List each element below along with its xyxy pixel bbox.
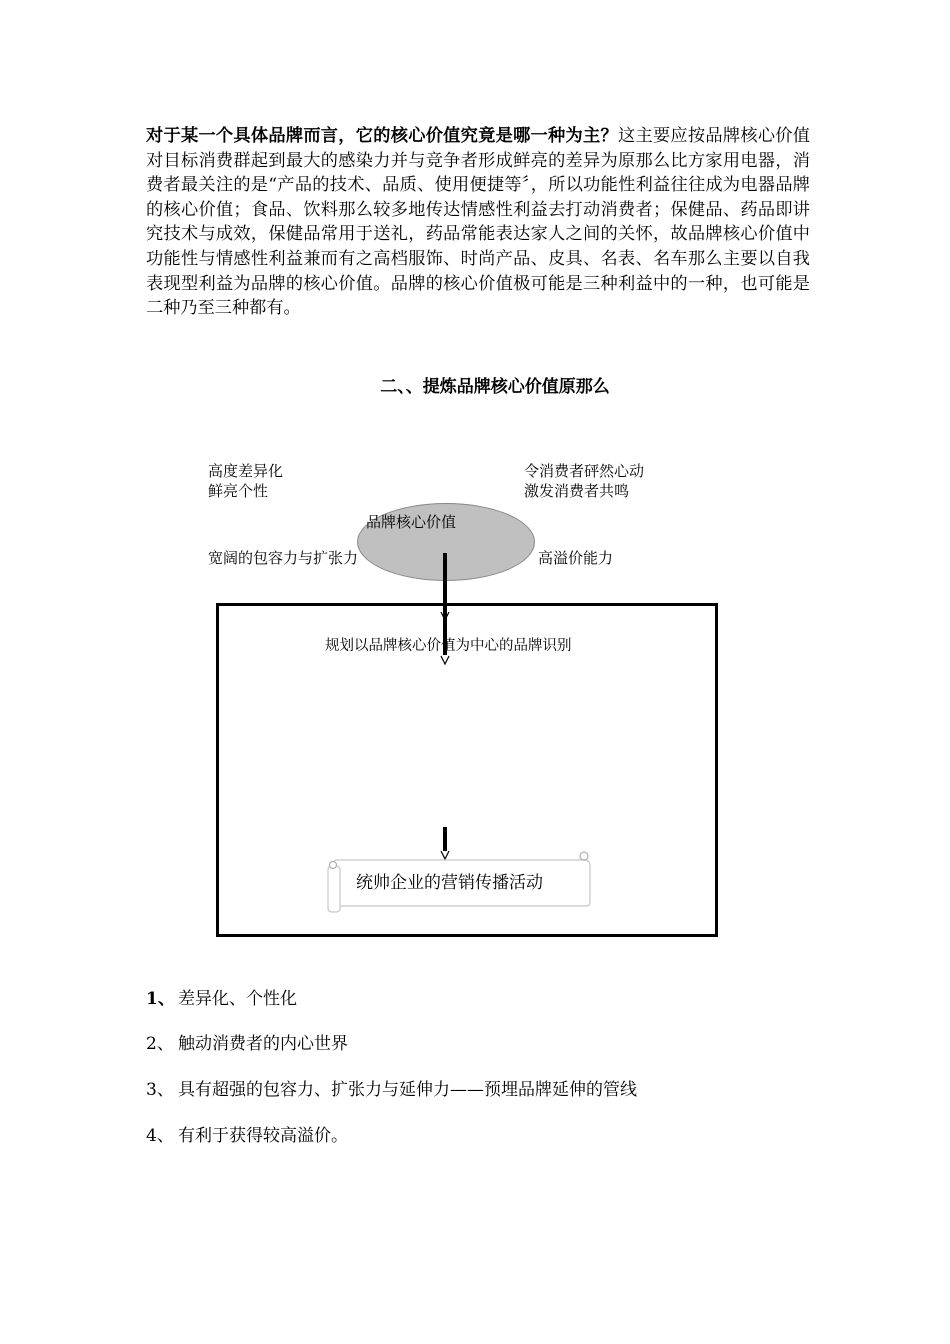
label-top-right-line2: 激发消费者共鸣 (524, 482, 630, 500)
intro-body: 这主要应按品牌核心价值对目标消费群起到最大的感染力并与竞争者形成鲜亮的差异为原那么比方家用电器，消费者最关注的是“产品的技术、品质、使用便捷等〞，所以功能性利益往往成为电器品牌的核心价值；食品、饮料那么较多地传达情感性利益去打动消费者；保健品、药品即讲究技术与成效，保健品常用于送礼，药品常能表达家人之间的关怀，故品牌核心价值中功能性与情感性利益兼而有之高档服饰、时尚产品、皮具、名表、名车那么主要以自我表现型利益为品牌的核心价值。品牌的核心价值极可能是三种利益中的一种，也可能是二种乃至三种都有。 (146, 126, 810, 319)
list-item (146, 1029, 348, 1054)
list-item-number: 1、 (146, 989, 175, 1009)
list-item-text: 有利于获得较高溢价。 (178, 1126, 348, 1146)
list-item-number: 2、 (146, 1034, 174, 1054)
list-item (146, 1075, 637, 1100)
intro-question: 对于某一个具体品牌而言，它的核心价值究竟是哪一种为主？ (146, 126, 618, 146)
list-item-number: 3、 (146, 1080, 174, 1100)
label-bottom-right: 高溢价能力 (538, 549, 614, 567)
list-item-number: 4、 (146, 1126, 174, 1146)
label-top-right-line1: 令消费者砰然心动 (524, 462, 645, 480)
list-item-text: 差异化、个性化 (178, 989, 297, 1009)
list-item-text: 具有超强的包容力、扩张力与延伸力——预埋品牌延伸的管线 (178, 1080, 637, 1100)
label-top-left-line1: 高度差异化 (208, 462, 284, 480)
arrowhead-mid (441, 656, 449, 664)
core-value-label: 品牌核心价值 (366, 513, 457, 531)
list-item (146, 1121, 348, 1146)
list-item-text: 触动消费者的内心世界 (178, 1034, 348, 1054)
brand-identity-label: 规划以品牌核心价值为中心的品牌识别 (325, 638, 572, 654)
scroll-label: 统帅企业的营销传播活动 (356, 873, 543, 893)
label-top-left-line2: 鲜亮个性 (208, 482, 269, 500)
arrowhead-lower (441, 851, 449, 859)
label-bottom-left: 宽阔的包容力与扩张力 (208, 549, 359, 567)
list-item (146, 984, 297, 1009)
section-heading: 二、、提炼品牌核心价值原那么 (380, 377, 610, 397)
